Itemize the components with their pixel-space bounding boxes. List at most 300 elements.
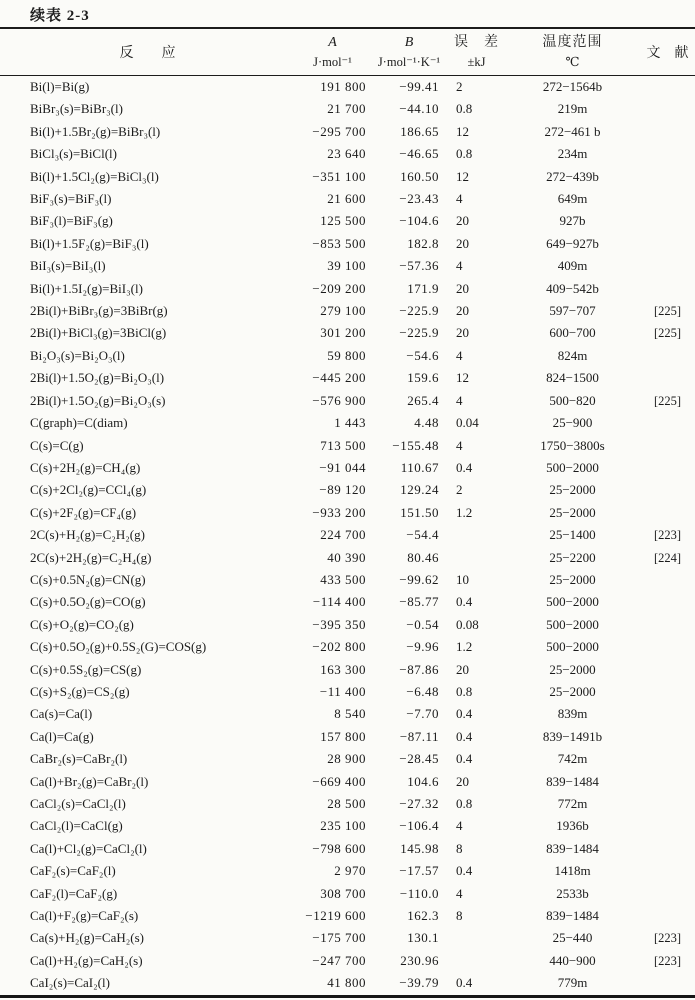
- table-row: [0, 322, 695, 344]
- reaction-cell: C(s)+0.5S₂(g)=CS(g): [30, 661, 142, 677]
- error-col-label: 误 差: [454, 35, 499, 50]
- error-cell: [448, 927, 505, 949]
- reaction-cell: C(s)+O₂(g)=CO₂(g): [30, 616, 134, 632]
- col-header-a: [295, 28, 370, 76]
- reaction-cell: Bi(l)+1.5I₂(g)=BiI₃(l): [30, 280, 143, 296]
- table-row: [0, 838, 695, 860]
- value-b-cell: 162.3: [407, 908, 439, 924]
- table-row: [0, 300, 695, 322]
- temp-range-cell: 2533b: [556, 885, 589, 901]
- col-header-reaction: [0, 28, 295, 76]
- temp-range-cell: 25−1400: [549, 527, 596, 543]
- reaction-cell: C(s)+2H₂(g)=CH₄(g): [30, 459, 141, 475]
- error-cell: 1.2: [456, 504, 473, 520]
- table-row: [0, 524, 695, 546]
- value-a-cell: 279 100: [320, 303, 366, 319]
- value-b-cell: 151.50: [400, 504, 439, 520]
- value-a-cell: −395 350: [312, 616, 366, 632]
- value-a-cell: 21 700: [327, 101, 366, 117]
- reaction-cell: C(s)+0.5O₂(g)+0.5S₂(G)=COS(g): [30, 639, 207, 655]
- reference-cell: [640, 412, 695, 434]
- table-row: [0, 210, 695, 232]
- reference-cell: [640, 860, 695, 882]
- reference-cell: [640, 748, 695, 770]
- value-a-cell: 125 500: [320, 213, 366, 229]
- temp-range-cell: 219m: [557, 101, 588, 117]
- table-row: [0, 771, 695, 793]
- value-a-cell: 2 970: [334, 863, 366, 879]
- value-b-cell: −225.9: [399, 325, 439, 341]
- header-row: [0, 28, 695, 76]
- temp-range-cell: 772m: [557, 796, 588, 811]
- table-row: [0, 166, 695, 188]
- reaction-cell: C(s)+2F₂(g)=CF₄(g): [30, 504, 137, 520]
- value-b-cell: 80.46: [407, 549, 439, 565]
- value-a-cell: 39 100: [327, 258, 366, 274]
- reference-cell: [640, 771, 695, 793]
- reaction-cell: BiF₃(l)=BiF₃(g): [30, 213, 113, 229]
- temp-range-cell: 25−900: [552, 415, 593, 431]
- value-a-cell: 191 800: [320, 79, 366, 94]
- reference-cell: [640, 457, 695, 479]
- temp-range-cell: 409m: [557, 258, 588, 274]
- table-body: [0, 76, 695, 997]
- value-b-cell: 104.6: [407, 773, 439, 789]
- temp-range-cell: 500−820: [549, 392, 596, 408]
- table-row: [0, 659, 695, 681]
- value-a-cell: −202 800: [312, 639, 366, 655]
- table-row: [0, 726, 695, 748]
- value-b-cell: 182.8: [407, 235, 439, 251]
- reaction-cell: 2C(s)+H₂(g)=C₂H₂(g): [30, 527, 145, 543]
- col-header-reference: [640, 28, 695, 76]
- col-header-b: [370, 28, 448, 76]
- value-a-cell: 433 500: [320, 571, 366, 587]
- temp-range-cell: 779m: [557, 975, 588, 991]
- error-cell: 0.08: [456, 616, 479, 632]
- temp-range-cell: 839−1484: [546, 773, 599, 789]
- reference-cell: [640, 166, 695, 188]
- reaction-cell: 2Bi(l)+BiBr₃(g)=3BiBr(g): [30, 303, 168, 319]
- value-a-cell: 1 443: [334, 415, 366, 431]
- value-b-cell: 145.98: [400, 840, 439, 856]
- table-row: [0, 345, 695, 367]
- temp-range-cell: 1750−3800s: [540, 437, 605, 453]
- table-row: [0, 435, 695, 457]
- reaction-cell: 2Bi(l)+BiCl₃(g)=3BiCl(g): [30, 325, 167, 341]
- table-row: [0, 905, 695, 927]
- value-b-cell: 265.4: [407, 392, 439, 408]
- table-row: [0, 188, 695, 210]
- value-a-cell: −1219 600: [305, 908, 366, 924]
- reaction-cell: Ca(s)+H₂(g)=CaH₂(s): [30, 930, 144, 946]
- table-row: [0, 883, 695, 905]
- reaction-cell: 2C(s)+2H₂(g)=C₂H₄(g): [30, 549, 152, 565]
- error-cell: 1.2: [456, 639, 473, 655]
- value-a-cell: −445 200: [312, 370, 366, 386]
- reaction-cell: CaF₂(l)=CaF₂(g): [30, 885, 118, 901]
- reaction-cell: C(s)+2Cl₂(g)=CCl₄(g): [30, 482, 147, 498]
- temp-range-cell: 824−1500: [546, 370, 599, 386]
- table-row: [0, 636, 695, 658]
- value-b-cell: −85.77: [399, 594, 439, 610]
- value-a-cell: −576 900: [312, 392, 366, 408]
- error-cell: 0.8: [456, 101, 473, 117]
- reference-cell: [640, 435, 695, 457]
- value-a-cell: −669 400: [312, 773, 366, 789]
- reference-cell: [640, 143, 695, 165]
- value-b-cell: −225.9: [399, 303, 439, 319]
- reaction-cell: BiI₃(s)=BiI₃(l): [30, 258, 106, 274]
- value-a-cell: −114 400: [312, 594, 366, 610]
- reaction-cell: C(s)+0.5N₂(g)=CN(g): [30, 571, 146, 587]
- reference-cell: [640, 233, 695, 255]
- error-cell: 0.8: [456, 683, 473, 699]
- value-b-cell: −106.4: [399, 818, 439, 834]
- temp-range-cell: 649−927b: [546, 235, 599, 251]
- value-b-cell: −110.0: [399, 885, 439, 901]
- table-row: [0, 815, 695, 837]
- reference-cell: [224]: [653, 550, 682, 565]
- error-cell: 4: [456, 191, 463, 207]
- value-a-cell: −798 600: [312, 840, 366, 856]
- temp-range-cell: 25−440: [552, 930, 593, 946]
- value-b-cell: −9.96: [406, 639, 439, 655]
- error-cell: 0.4: [456, 751, 473, 767]
- reaction-cell: Ca(l)+F₂(g)=CaF₂(s): [30, 908, 139, 924]
- value-b-cell: −46.65: [399, 146, 439, 162]
- value-a-cell: −351 100: [312, 168, 366, 184]
- table-row: [0, 367, 695, 389]
- value-b-cell: −99.62: [399, 571, 439, 587]
- table-row: [0, 614, 695, 636]
- error-cell: [448, 950, 505, 972]
- error-cell: 4: [456, 885, 463, 901]
- temp-range-cell: 927b: [559, 213, 586, 229]
- reaction-cell: C(s)+S₂(g)=CS₂(g): [30, 683, 130, 699]
- error-cell: 4: [456, 392, 463, 408]
- temp-range-cell: 839−1491b: [542, 728, 603, 744]
- reference-cell: [640, 905, 695, 927]
- value-a-cell: −89 120: [319, 482, 366, 498]
- temp-unit-label: ℃: [565, 55, 580, 69]
- reference-cell: [640, 793, 695, 815]
- reference-cell: [640, 98, 695, 120]
- value-a-cell: −295 700: [312, 123, 366, 139]
- value-a-cell: −247 700: [312, 952, 366, 968]
- reaction-col-label: 反 应: [119, 46, 176, 61]
- error-cell: 20: [456, 235, 469, 251]
- reference-cell: [640, 591, 695, 613]
- temp-range-cell: 409−542b: [546, 280, 599, 296]
- reaction-cell: Ca(s)=Ca(l): [30, 706, 93, 722]
- table-row: [0, 569, 695, 591]
- temp-range-cell: 25−2000: [549, 571, 596, 587]
- error-cell: 20: [456, 213, 469, 229]
- reference-cell: [640, 345, 695, 367]
- error-cell: 20: [456, 280, 469, 296]
- value-a-cell: 157 800: [320, 728, 366, 744]
- reaction-cell: C(graph)=C(diam): [30, 415, 128, 431]
- value-b-cell: −23.43: [399, 191, 439, 207]
- value-a-cell: −209 200: [312, 280, 366, 296]
- error-cell: 0.4: [456, 863, 473, 879]
- error-cell: 4: [456, 818, 463, 834]
- error-unit-label: ±kJ: [467, 55, 486, 69]
- error-cell: 12: [456, 168, 469, 184]
- reference-cell: [640, 188, 695, 210]
- error-cell: 0.4: [456, 975, 473, 991]
- temp-range-cell: 500−2000: [546, 616, 599, 632]
- table-row: [0, 860, 695, 882]
- reaction-cell: C(s)+0.5O₂(g)=CO(g): [30, 594, 146, 610]
- temp-range-cell: 500−2000: [546, 639, 599, 655]
- reference-cell: [640, 636, 695, 658]
- reaction-cell: Bi(l)=Bi(g): [30, 79, 90, 94]
- table-row: [0, 457, 695, 479]
- value-a-cell: 59 800: [327, 347, 366, 363]
- value-a-cell: 8 540: [334, 706, 366, 722]
- value-b-cell: 4.48: [414, 415, 439, 431]
- value-b-cell: −39.79: [399, 975, 439, 991]
- error-cell: 2: [456, 482, 463, 498]
- temp-range-cell: 1936b: [556, 818, 589, 834]
- table-row: [0, 98, 695, 120]
- reference-cell: [640, 479, 695, 501]
- value-b-cell: 186.65: [400, 123, 439, 139]
- table-row: [0, 793, 695, 815]
- reaction-cell: C(s)=C(g): [30, 437, 84, 453]
- error-cell: 10: [456, 571, 469, 587]
- reference-cell: [640, 703, 695, 725]
- table-row: [0, 255, 695, 277]
- reference-cell: [223]: [653, 953, 682, 968]
- reference-cell: [640, 502, 695, 524]
- value-b-cell: −54.4: [406, 527, 439, 543]
- reference-cell: [223]: [653, 931, 682, 946]
- temp-range-cell: 1418m: [554, 863, 591, 879]
- reaction-cell: CaBr₂(s)=CaBr₂(l): [30, 751, 128, 767]
- reference-cell: [640, 838, 695, 860]
- value-a-cell: 163 300: [320, 661, 366, 677]
- temp-range-cell: 25−2200: [549, 549, 596, 565]
- value-a-cell: 21 600: [327, 191, 366, 207]
- temp-range-cell: 440−900: [549, 952, 596, 968]
- reaction-cell: Bi₂O₃(s)=Bi₂O₃(l): [30, 347, 125, 363]
- value-b-cell: 160.50: [400, 168, 439, 184]
- value-b-cell: −17.57: [399, 863, 439, 879]
- error-cell: 0.4: [456, 706, 473, 722]
- table-row: [0, 121, 695, 143]
- temp-range-col-label: 温度范围: [542, 35, 603, 50]
- value-a-cell: −933 200: [312, 504, 366, 520]
- value-a-cell: −11 400: [319, 683, 366, 699]
- reaction-cell: CaCl₂(s)=CaCl₂(l): [30, 796, 126, 811]
- reference-cell: [640, 614, 695, 636]
- reference-cell: [225]: [653, 304, 682, 319]
- reference-cell: [640, 367, 695, 389]
- table-row: [0, 972, 695, 996]
- value-a-cell: −175 700: [312, 930, 366, 946]
- error-cell: 12: [456, 123, 469, 139]
- table-header: [0, 28, 695, 76]
- reference-cell: [640, 659, 695, 681]
- table-row: [0, 76, 695, 99]
- error-cell: 0.4: [456, 594, 473, 610]
- a-unit-label: J·mol⁻¹: [313, 55, 352, 69]
- reference-cell: [223]: [653, 528, 682, 543]
- temp-range-cell: 272−461 b: [544, 123, 601, 139]
- error-cell: 0.4: [456, 728, 473, 744]
- temp-range-cell: 234m: [557, 146, 588, 162]
- reaction-cell: Ca(l)=Ca(g): [30, 728, 94, 744]
- reaction-cell: 2Bi(l)+1.5O₂(g)=Bi₂O₃(s): [30, 392, 166, 408]
- reaction-cell: BiCl₃(s)=BiCl(l): [30, 146, 117, 162]
- value-b-cell: −99.41: [399, 79, 439, 94]
- error-cell: 12: [456, 370, 469, 386]
- temp-range-cell: 742m: [557, 751, 588, 767]
- error-cell: 20: [456, 303, 469, 319]
- value-b-cell: −54.6: [406, 347, 439, 363]
- value-a-cell: −91 044: [319, 459, 366, 475]
- error-cell: [448, 524, 505, 546]
- value-a-cell: 28 900: [327, 751, 366, 767]
- reaction-cell: Bi(l)+1.5Cl₂(g)=BiCl₃(l): [30, 168, 159, 184]
- temp-range-cell: 500−2000: [546, 594, 599, 610]
- value-a-cell: 41 800: [327, 975, 366, 991]
- value-b-cell: 230.96: [400, 952, 439, 968]
- error-cell: 20: [456, 325, 469, 341]
- temp-range-cell: 839−1484: [546, 908, 599, 924]
- value-a-cell: 224 700: [320, 527, 366, 543]
- table-row: [0, 390, 695, 412]
- temp-range-cell: 824m: [557, 347, 588, 363]
- reaction-cell: Ca(l)+Cl₂(g)=CaCl₂(l): [30, 840, 147, 856]
- value-b-cell: 171.9: [407, 280, 439, 296]
- reaction-cell: BiBr₃(s)=BiBr₃(l): [30, 101, 123, 117]
- table-row: [0, 143, 695, 165]
- value-b-cell: 110.67: [400, 459, 439, 475]
- value-b-cell: −6.48: [406, 683, 439, 699]
- table-row: [0, 950, 695, 972]
- error-cell: 0.8: [456, 146, 473, 162]
- reference-cell: [640, 726, 695, 748]
- table-row: [0, 233, 695, 255]
- error-cell: 4: [456, 258, 463, 274]
- value-b-cell: −28.45: [399, 751, 439, 767]
- reaction-cell: CaF₂(s)=CaF₂(l): [30, 863, 116, 879]
- b-symbol-label: B: [404, 35, 414, 50]
- reference-cell: [640, 278, 695, 300]
- table-row: [0, 927, 695, 949]
- error-cell: 20: [456, 773, 469, 789]
- value-b-cell: −44.10: [399, 101, 439, 117]
- table-row: [0, 412, 695, 434]
- value-a-cell: 40 390: [327, 549, 366, 565]
- value-a-cell: 23 640: [327, 146, 366, 162]
- reference-cell: [640, 210, 695, 232]
- value-b-cell: −7.70: [406, 706, 439, 722]
- value-b-cell: −87.11: [399, 728, 439, 744]
- temp-range-cell: 25−2000: [549, 504, 596, 520]
- value-a-cell: 301 200: [320, 325, 366, 341]
- reference-cell: [640, 883, 695, 905]
- temp-range-cell: 272−1564b: [542, 79, 603, 94]
- reaction-cell: CaCl₂(l)=CaCl(g): [30, 818, 123, 834]
- reaction-cell: 2Bi(l)+1.5O₂(g)=Bi₂O₃(l): [30, 370, 165, 386]
- reference-cell: [640, 569, 695, 591]
- table-row: [0, 681, 695, 703]
- value-b-cell: −87.86: [399, 661, 439, 677]
- thermo-table: [0, 27, 695, 998]
- error-cell: 8: [456, 908, 463, 924]
- table-row: [0, 278, 695, 300]
- temp-range-cell: 272−439b: [546, 168, 599, 184]
- value-b-cell: 130.1: [407, 930, 439, 946]
- value-b-cell: −57.36: [399, 258, 439, 274]
- value-b-cell: 159.6: [407, 370, 439, 386]
- reference-cell: [640, 76, 695, 99]
- reference-cell: [225]: [653, 393, 682, 408]
- temp-range-cell: 500−2000: [546, 459, 599, 475]
- error-cell: 4: [456, 437, 463, 453]
- reference-cell: [640, 121, 695, 143]
- reaction-cell: Bi(l)+1.5Br₂(g)=BiBr₃(l): [30, 123, 161, 139]
- reference-cell: [640, 255, 695, 277]
- reference-cell: [225]: [653, 326, 682, 341]
- b-unit-label: J·mol⁻¹·K⁻¹: [377, 55, 441, 69]
- table-row: [0, 502, 695, 524]
- table-title: 续表 2-3: [30, 8, 90, 24]
- error-cell: 2: [456, 79, 463, 94]
- error-cell: 8: [456, 840, 463, 856]
- table-row: [0, 479, 695, 501]
- value-b-cell: −27.32: [399, 796, 439, 811]
- reference-col-label: 文 献: [646, 46, 689, 61]
- value-b-cell: −0.54: [406, 616, 439, 632]
- a-symbol-label: A: [328, 35, 337, 50]
- temp-range-cell: 25−2000: [549, 661, 596, 677]
- temp-range-cell: 600−700: [549, 325, 596, 341]
- value-b-cell: −155.48: [392, 437, 439, 453]
- error-cell: 0.8: [456, 796, 473, 811]
- col-header-error: [448, 28, 505, 76]
- value-a-cell: 235 100: [320, 818, 366, 834]
- value-a-cell: −853 500: [312, 235, 366, 251]
- temp-range-cell: 597−707: [549, 303, 596, 319]
- temp-range-cell: 25−2000: [549, 482, 596, 498]
- table-row: [0, 591, 695, 613]
- temp-range-cell: 649m: [557, 191, 588, 207]
- table-row: [0, 547, 695, 569]
- value-b-cell: −104.6: [399, 213, 439, 229]
- error-cell: 0.04: [456, 415, 479, 431]
- reaction-cell: CaI₂(s)=CaI₂(l): [30, 975, 110, 991]
- value-b-cell: 129.24: [400, 482, 439, 498]
- error-cell: 0.4: [456, 459, 473, 475]
- error-cell: [448, 547, 505, 569]
- reference-cell: [640, 972, 695, 996]
- table-row: [0, 748, 695, 770]
- table-row: [0, 703, 695, 725]
- reaction-cell: Ca(l)+Br₂(g)=CaBr₂(l): [30, 773, 149, 789]
- temp-range-cell: 839−1484: [546, 840, 599, 856]
- reaction-cell: Bi(l)+1.5F₂(g)=BiF₃(l): [30, 235, 149, 251]
- value-a-cell: 28 500: [327, 796, 366, 811]
- col-header-temp-range: [505, 28, 640, 76]
- reaction-cell: BiF₃(s)=BiF₃(l): [30, 191, 112, 207]
- temp-range-cell: 25−2000: [549, 683, 596, 699]
